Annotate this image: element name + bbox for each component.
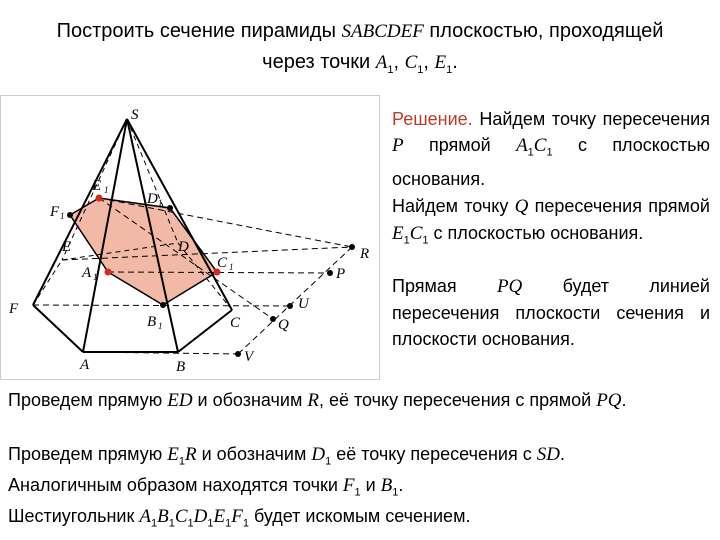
point-a1 bbox=[105, 269, 112, 276]
point-d1 bbox=[167, 205, 173, 211]
solution-step-6: Аналогичным образом находятся точки $F_1$ и $B_1$. bbox=[8, 475, 404, 499]
svg-text:1: 1 bbox=[93, 272, 98, 282]
solution-step-1: Решение. Найдем точку пересечения P прямой $A_1C_1$ с плоскостью основания. bbox=[392, 109, 710, 189]
label-r: R bbox=[360, 246, 370, 262]
label-f1: F bbox=[50, 204, 60, 220]
label-u: U bbox=[298, 296, 309, 312]
label-b: B bbox=[176, 359, 186, 375]
label-q: Q bbox=[278, 317, 289, 333]
task-statement: Построить сечение пирамиды SABCDEF плоскостью, проходящей через точки $A_1$, $C_1$, $E_1$. bbox=[56, 20, 664, 76]
label-e1: E bbox=[92, 178, 102, 194]
point-q bbox=[270, 316, 276, 322]
label-a: A bbox=[80, 357, 90, 373]
solution-step-4: Проведем прямую ED и обозначим R, её точку пересечения с прямой PQ. bbox=[8, 390, 627, 411]
label-b1: B bbox=[147, 314, 157, 330]
svg-text:1: 1 bbox=[60, 211, 65, 221]
solution-conclusion: Шестиугольник $A_1B_1C_1D_1E_1F_1$ будет искомым сечением. bbox=[8, 506, 471, 530]
label-f: F bbox=[9, 301, 19, 317]
point-r bbox=[349, 244, 355, 250]
point-u bbox=[287, 303, 293, 309]
label-e: E bbox=[62, 239, 72, 255]
svg-text:1: 1 bbox=[229, 262, 234, 272]
solution-step-3: Прямая PQ будет линией пересечения плоскости сечения и плоскости основания. bbox=[392, 276, 710, 349]
label-c: C bbox=[230, 315, 241, 331]
base-visible-edges bbox=[33, 305, 232, 352]
label-c1: C bbox=[217, 255, 228, 271]
label-a1: A bbox=[82, 265, 92, 281]
svg-text:1: 1 bbox=[158, 321, 163, 331]
svg-text:1: 1 bbox=[158, 198, 163, 208]
svg-text:1: 1 bbox=[104, 185, 109, 195]
solution-step-2: Найдем точку Q пересечения прямой $E_1C_1$ с плоскостью основания. bbox=[392, 196, 710, 247]
pyramid-figure bbox=[0, 95, 380, 380]
label-d1: D bbox=[147, 191, 158, 207]
point-v bbox=[235, 351, 241, 357]
label-p: P bbox=[336, 266, 346, 282]
label-v: V bbox=[244, 349, 254, 365]
label-s: S bbox=[131, 107, 139, 123]
point-f1 bbox=[67, 212, 73, 218]
point-p bbox=[327, 270, 333, 276]
point-b1 bbox=[160, 302, 166, 308]
vertex-labels bbox=[8, 107, 369, 375]
section-hexagon bbox=[70, 198, 217, 305]
solution-step-5: Проведем прямую $E_1R$ и обозначим $D_1$ её точку пересечения с SD. bbox=[8, 444, 565, 468]
label-d: D bbox=[178, 239, 189, 255]
point-e1 bbox=[96, 195, 103, 202]
